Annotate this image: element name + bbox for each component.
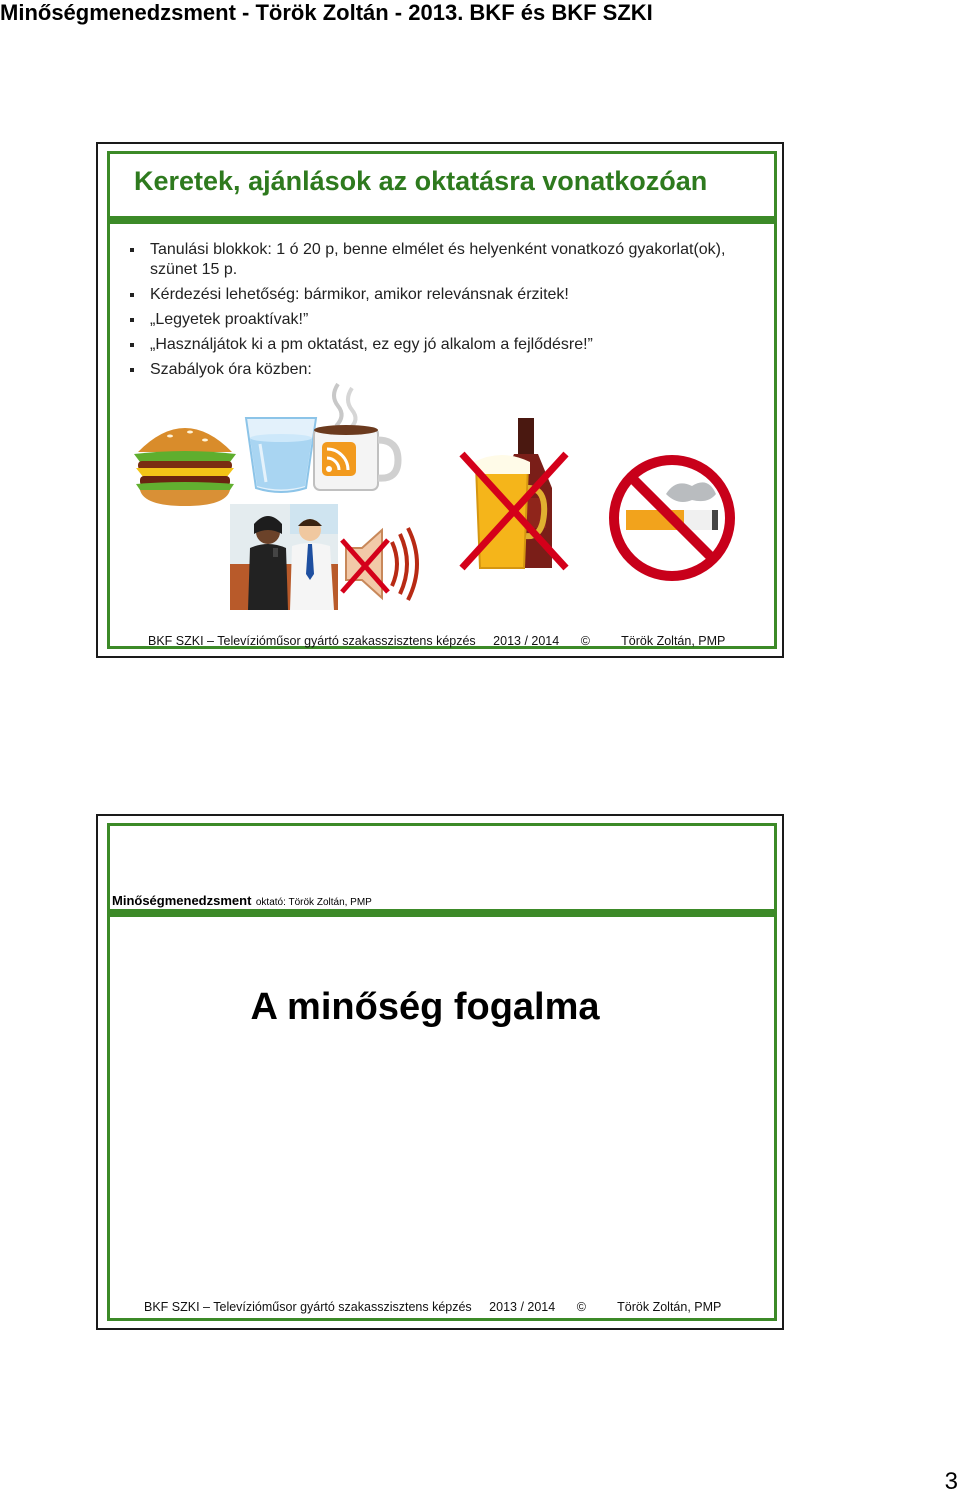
slide-2-title-bar: [107, 909, 777, 917]
coffee-mug-rss-icon: [314, 384, 398, 490]
page-header: Minőségmenedzsment - Török Zoltán - 2013. BKF és BKF SZKI: [0, 0, 653, 25]
slide-1-clipart: [98, 144, 782, 614]
slide-1-title: Keretek, ajánlások az oktatásra vonatkozóan: [134, 166, 708, 196]
water-glass-icon: [246, 418, 316, 492]
bullet-item: „Használjátok ki a pm oktatást, ez egy jó alkalom a fejlődésre!”: [128, 335, 748, 355]
hamburger-icon: [134, 428, 236, 506]
instructor-name: oktató: Török Zoltán, PMP: [255, 897, 372, 908]
slide-1-footer: [148, 634, 739, 648]
page-number: 3: [944, 1468, 958, 1495]
footer-org: BKF SZKI – Televízióműsor gyártó szakasszisztens képzés: [144, 1300, 472, 1314]
slide-2-header: [112, 892, 372, 910]
phone-people-icon: [230, 504, 338, 610]
footer-year: 2013 / 2014: [489, 1300, 556, 1314]
footer-author: Török Zoltán, PMP: [617, 1300, 722, 1314]
no-smoking-icon: [614, 460, 730, 576]
slide-2-footer: [144, 1300, 735, 1314]
bullet-item: „Legyetek proaktívak!”: [128, 310, 748, 330]
footer-author: Török Zoltán, PMP: [621, 634, 726, 648]
copyright-icon: ©: [576, 1300, 586, 1314]
copyright-icon: ©: [580, 634, 590, 648]
bullet-item: Tanulási blokkok: 1 ó 20 p, benne elmélet és helyenként vonatkozó gyakorlat(ok), szünet 15 p.: [128, 240, 748, 280]
slide-2: [96, 814, 784, 1330]
muted-speaker-icon: [342, 528, 417, 600]
footer-year: 2013 / 2014: [493, 634, 560, 648]
course-name: Minőségmenedzsment: [112, 893, 252, 908]
footer-org: BKF SZKI – Televízióműsor gyártó szakasszisztens képzés: [148, 634, 476, 648]
slide-2-title: A minőség fogalma: [250, 986, 600, 1028]
no-alcohol-icon: [462, 418, 566, 568]
bullet-item: Kérdezési lehetőség: bármikor, amikor relevánsnak érzitek!: [128, 285, 748, 305]
slide-1: [96, 142, 784, 658]
bullet-item: Szabályok óra közben:: [128, 360, 748, 380]
